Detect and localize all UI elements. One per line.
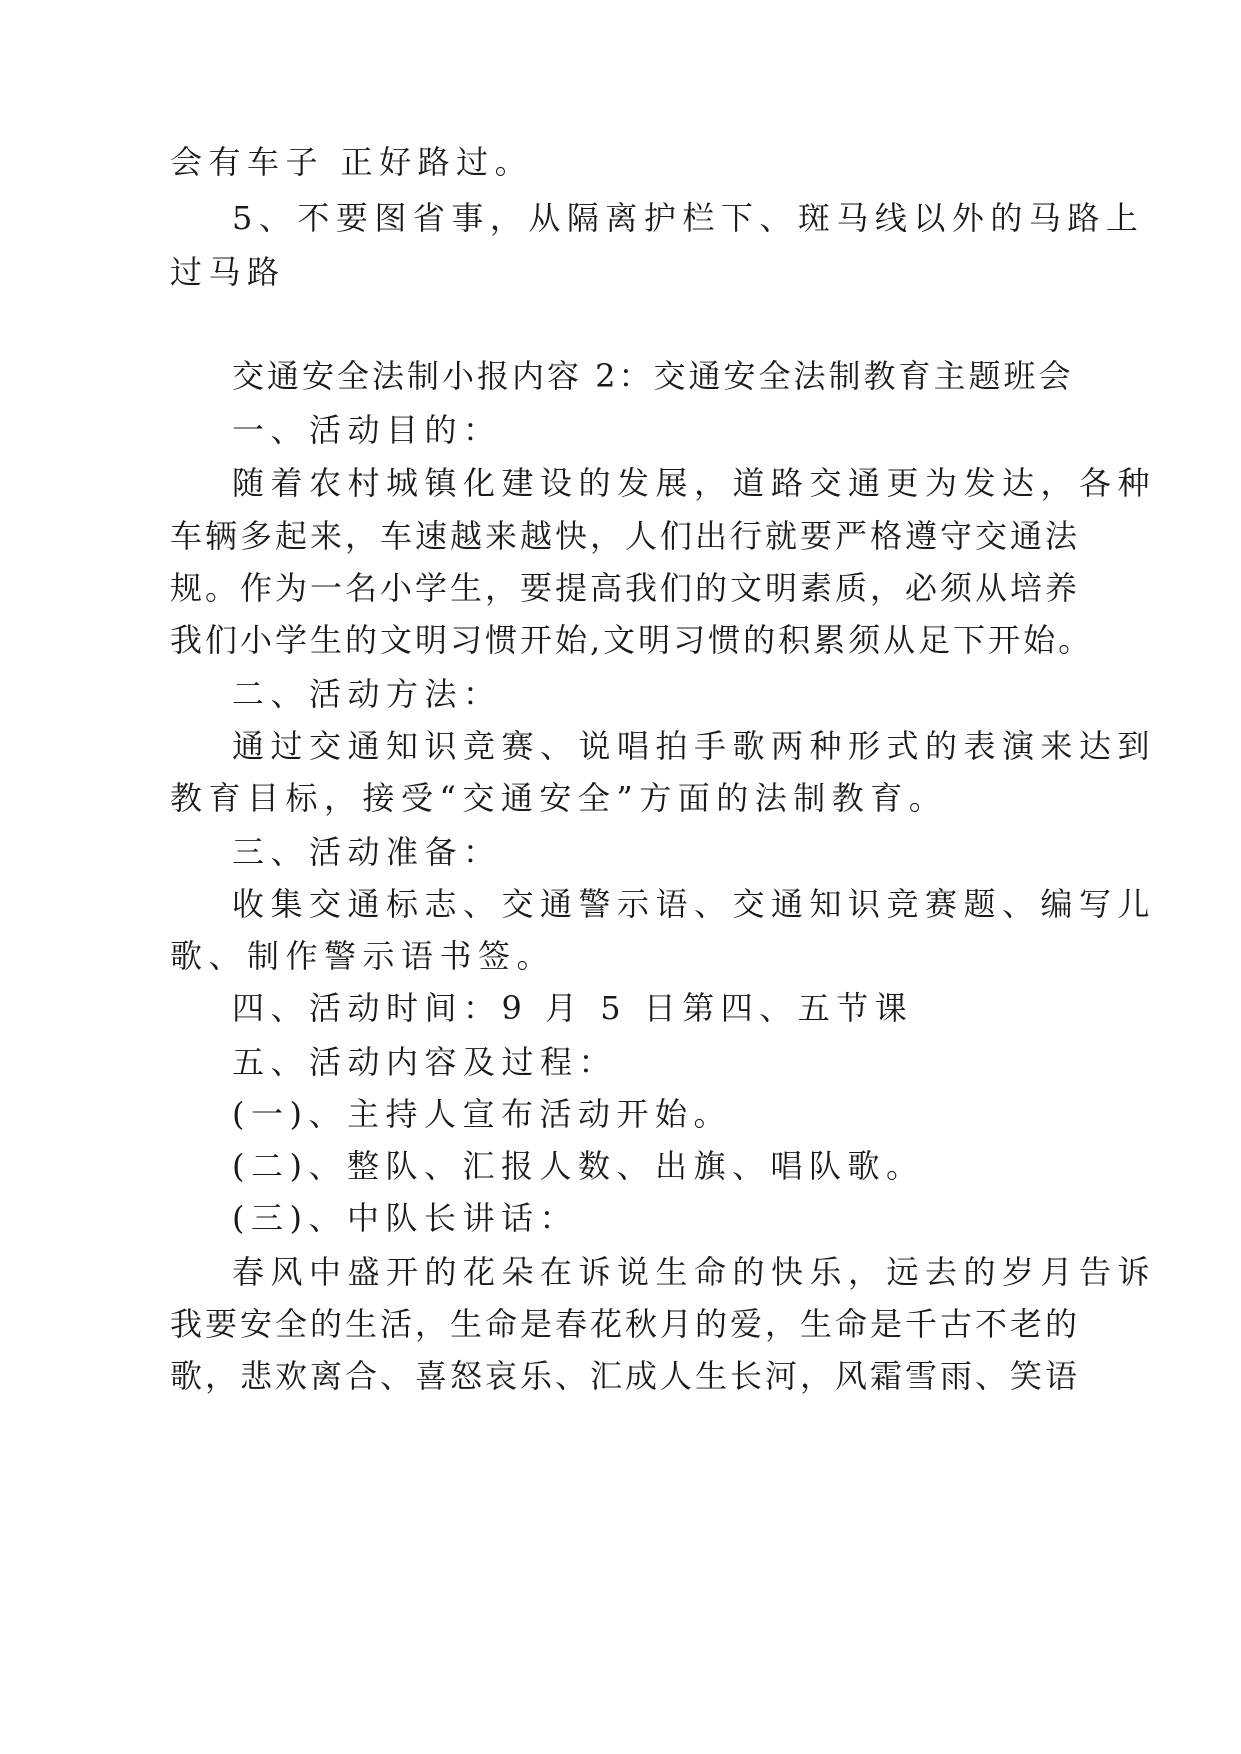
text-line: 车辆多起来，车速越来越快，人们出行就要严格遵守交通法	[170, 517, 1081, 555]
text-line: (一)、主持人宣布活动开始。	[232, 1095, 732, 1133]
text-line: 三、活动准备：	[232, 833, 502, 871]
text-line: 歌，悲欢离合、喜怒哀乐、汇成人生长河，风霜雪雨、笑语	[170, 1357, 1081, 1395]
text-line: 歌、制作警示语书签。	[170, 937, 556, 975]
text-line: 我们小学生的文明习惯开始,文明习惯的积累须从足下开始。	[170, 621, 1094, 659]
text-line: 五、活动内容及过程：	[232, 1043, 618, 1081]
text-line: 5、不要图省事，从隔离护栏下、斑马线以外的马路上	[232, 199, 1145, 237]
text-line: 规。作为一名小学生，要提高我们的文明素质，必须从培养	[170, 569, 1081, 607]
section-heading: 交通安全法制小报内容 2：交通安全法制教育主题班会	[232, 357, 1074, 395]
text-line: (三)、中队长讲话：	[232, 1199, 578, 1237]
text-line: 随着农村城镇化建设的发展，道路交通更为发达，各种	[232, 464, 1157, 502]
text-line: 二、活动方法：	[232, 675, 502, 713]
text-line: 教育目标，接受“交通安全”方面的法制教育。	[170, 779, 948, 817]
text-line: 过马路	[170, 253, 286, 291]
text-line: 我要安全的生活，生命是春花秋月的爱，生命是千古不老的	[170, 1305, 1081, 1343]
text-line: 一、活动目的：	[232, 411, 502, 449]
text-line: (二)、整队、汇报人数、出旗、唱队歌。	[232, 1147, 925, 1185]
text-line: 四、活动时间：9 月 5 日第四、五节课	[232, 989, 914, 1027]
text-line: 会有车子 正好路过。	[170, 143, 534, 181]
text-line: 收集交通标志、交通警示语、交通知识竞赛题、编写儿	[232, 885, 1157, 923]
text-line: 通过交通知识竞赛、说唱拍手歌两种形式的表演来达到	[232, 727, 1157, 765]
text-line: 春风中盛开的花朵在诉说生命的快乐，远去的岁月告诉	[232, 1253, 1157, 1291]
